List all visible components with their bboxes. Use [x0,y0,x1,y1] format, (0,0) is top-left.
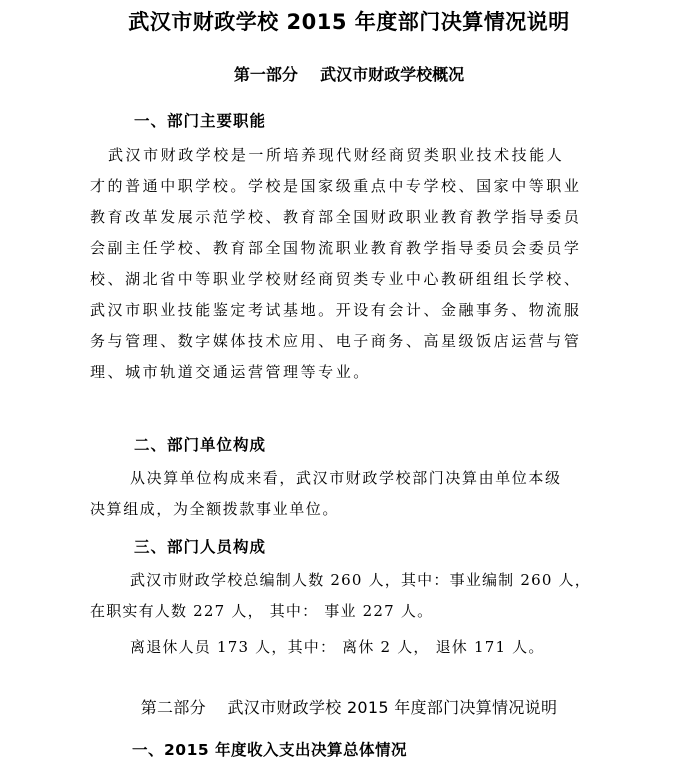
section-heading-staff: 三、部门人员构成 [134,538,267,556]
paragraph-functions [90,140,610,388]
paragraph-line: 决算组成，为全额拨款事业单位。 [90,500,340,518]
section-heading-overview: 一、2015 年度收入支出决算总体情况 [132,741,408,759]
document-title: 武汉市财政学校 2015 年度部门决算情况说明 [128,10,570,34]
part1-heading: 第一部分 武汉市财政学校概况 [233,65,465,84]
paragraph-line: 离退休人员 173 人，其中： 离休 2 人， 退休 171 人。 [130,638,545,656]
paragraph-line: 武汉市财政学校总编制人数 260 人，其中：事业编制 260 人， [130,571,591,589]
paragraph-line: 理、城市轨道交通运营管理等专业。 [90,363,371,381]
paragraph-line: 校、湖北省中等职业学校财经商贸类专业中心教研组组长学校、 [90,270,582,288]
paragraph-line: 从决算单位构成来看，武汉市财政学校部门决算由单位本级 [130,469,562,487]
paragraph-staff [90,565,615,627]
paragraph-line: 才的普通中职学校。学校是国家级重点中专学校、国家中等职业 [90,177,582,195]
paragraph-line: 在职实有人数 227 人， 其中： 事业 227 人。 [90,602,434,620]
part2-heading: 第二部分 武汉市财政学校 2015 年度部门决算情况说明 [140,698,558,717]
paragraph-line: 务与管理、数字媒体技术应用、电子商务、高星级饭店运营与管 [90,332,582,350]
paragraph-line: 武汉市职业技能鉴定考试基地。开设有会计、金融事务、物流服 [90,301,582,319]
paragraph-line: 会副主任学校、教育部全国物流职业教育教学指导委员会委员学 [90,239,582,257]
paragraph-line: 武汉市财政学校是一所培养现代财经商贸类职业技术技能人 [108,146,565,164]
section-heading-units: 二、部门单位构成 [134,436,267,454]
section-heading-functions: 一、部门主要职能 [134,112,267,130]
paragraph-line: 教育改革发展示范学校、教育部全国财政职业教育教学指导委员 [90,208,582,226]
paragraph-retired [130,632,545,663]
paragraph-units [90,463,615,525]
